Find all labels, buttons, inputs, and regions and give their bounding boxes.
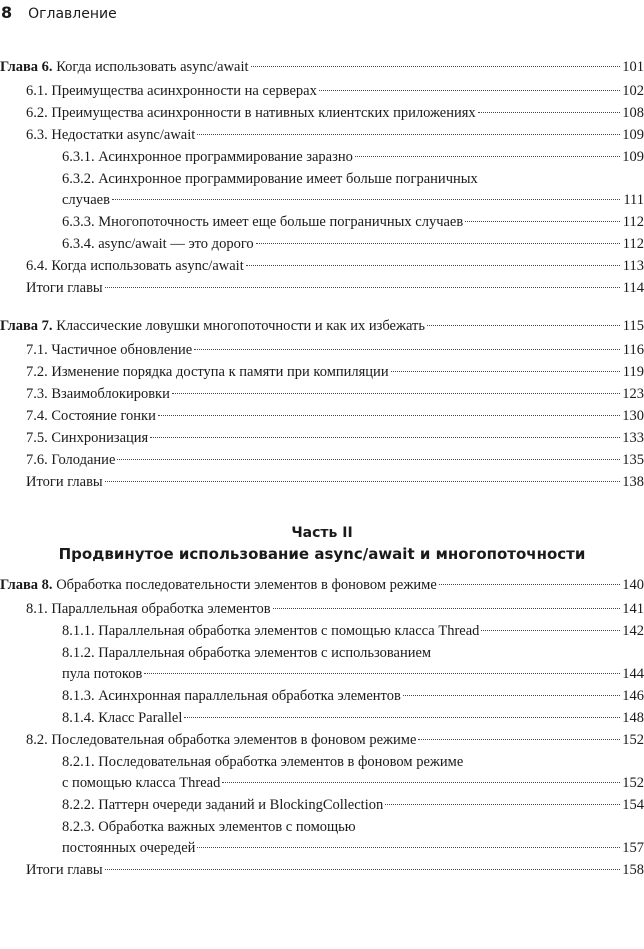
page-ref: 109: [622, 127, 644, 143]
toc-entry-8-2-2[interactable]: [62, 795, 644, 816]
page-ref: 148: [622, 710, 644, 726]
chapter-label: Глава 8.: [0, 577, 53, 593]
page-ref: 138: [622, 474, 644, 490]
entry-title: 6.3.3. Многопоточность имеет еще больше пограничных случаев: [62, 214, 464, 230]
toc-chapter-8[interactable]: [0, 575, 644, 596]
entry-title-line1: 8.2.3. Обработка важных элементов с помощью: [62, 819, 356, 835]
page-ref: 123: [622, 386, 644, 402]
toc-entry-7-2[interactable]: [26, 362, 644, 383]
toc-entry-8-2-3[interactable]: [62, 817, 644, 859]
page-ref: 142: [622, 623, 644, 639]
dot-leader: [172, 393, 620, 394]
dot-leader: [194, 349, 620, 350]
page-ref: 157: [622, 840, 644, 856]
entry-title: 7.5. Синхронизация: [26, 430, 149, 446]
entry-title-line1: 8.2.1. Последовательная обработка элементов в фоновом режиме: [62, 754, 464, 770]
part-title: Продвинутое использование async/await и многопоточности: [58, 545, 586, 563]
toc-entry-6-3-4[interactable]: [62, 234, 644, 255]
toc-entry-8-1-2[interactable]: [62, 643, 644, 685]
entry-title: 7.1. Частичное обновление: [26, 342, 193, 358]
dot-leader: [465, 221, 620, 222]
toc-entry-8-1-1[interactable]: [62, 621, 644, 642]
entry-title: Итоги главы: [26, 862, 103, 878]
toc-entry-8-summary[interactable]: [26, 860, 644, 881]
page-ref: 114: [622, 280, 644, 296]
entry-title: 7.6. Голодание: [26, 452, 116, 468]
entry-title: 6.2. Преимущества асинхронности в нативных клиентских приложениях: [26, 105, 476, 121]
page-ref: 141: [622, 601, 644, 617]
toc-entry-7-6[interactable]: [26, 450, 644, 471]
entry-title: 8.1.1. Параллельная обработка элементов с помощью класса Thread: [62, 623, 480, 639]
entry-title: 8.2. Последовательная обработка элементов в фоновом режиме: [26, 732, 417, 748]
dot-leader: [150, 437, 620, 438]
dot-leader: [478, 112, 620, 113]
dot-leader: [481, 630, 620, 631]
page-number: 8: [1, 3, 13, 22]
chapter-title: Обработка последовательности элементов в фоновом режиме: [56, 577, 437, 593]
page-ref: 115: [622, 318, 644, 334]
table-of-contents: [0, 57, 644, 881]
toc-entry-8-1-3[interactable]: [62, 686, 644, 707]
entry-title: 8.1. Параллельная обработка элементов: [26, 601, 271, 617]
toc-entry-8-2-1[interactable]: [62, 752, 644, 794]
toc-entry-6-1[interactable]: [26, 81, 644, 102]
dot-leader: [256, 243, 620, 244]
entry-title: постоянных очередей: [62, 840, 196, 856]
dot-leader: [158, 415, 620, 416]
page-ref: 112: [622, 214, 644, 230]
page-ref: 152: [622, 732, 644, 748]
page-ref: 133: [622, 430, 644, 446]
entry-title: 6.1. Преимущества асинхронности на серверах: [26, 83, 317, 99]
page-ref: 119: [622, 364, 644, 380]
dot-leader: [418, 739, 620, 740]
part-heading: [0, 523, 644, 565]
dot-leader: [439, 584, 620, 585]
entry-title-line1: 8.1.2. Параллельная обработка элементов с использованием: [62, 645, 432, 661]
entry-title: Итоги главы: [26, 280, 103, 296]
running-title: Оглавление: [28, 6, 117, 22]
toc-entry-6-2[interactable]: [26, 103, 644, 124]
page-header: [0, 0, 117, 26]
dot-leader: [385, 804, 620, 805]
entry-title: пула потоков: [62, 666, 143, 682]
entry-title: 7.3. Взаимоблокировки: [26, 386, 170, 402]
toc-chapter-7[interactable]: [0, 316, 644, 337]
chapter-title: Классические ловушки многопоточности и как их избежать: [56, 318, 426, 334]
entry-title-line1: 6.3.2. Асинхронное программирование имеет больше пограничных: [62, 171, 478, 187]
dot-leader: [355, 156, 620, 157]
chapter-label: Глава 6.: [0, 59, 53, 75]
entry-title: 7.2. Изменение порядка доступа к памяти при компиляции: [26, 364, 389, 380]
page-ref: 113: [622, 258, 644, 274]
page-ref: 146: [622, 688, 644, 704]
toc-entry-6-3-1[interactable]: [62, 147, 644, 168]
page-ref: 112: [622, 236, 644, 252]
toc-chapter-6[interactable]: [0, 57, 644, 78]
entry-title: 7.4. Состояние гонки: [26, 408, 156, 424]
page-ref: 135: [622, 452, 644, 468]
toc-entry-6-3[interactable]: [26, 125, 644, 146]
toc-entry-7-3[interactable]: [26, 384, 644, 405]
dot-leader: [391, 371, 620, 372]
toc-entry-7-4[interactable]: [26, 406, 644, 427]
dot-leader: [273, 608, 620, 609]
chapter-label: Глава 7.: [0, 318, 53, 334]
page-ref: 111: [623, 192, 644, 208]
entry-title: случаев: [62, 192, 110, 208]
entry-title: 6.3. Недостатки async/await: [26, 127, 196, 143]
page-ref: 102: [622, 83, 644, 99]
toc-entry-6-3-2[interactable]: [62, 169, 644, 211]
entry-title: Итоги главы: [26, 474, 103, 490]
dot-leader: [403, 695, 620, 696]
page-ref: 158: [622, 862, 644, 878]
entry-title: 6.3.4. async/await — это дорого: [62, 236, 254, 252]
dot-leader: [197, 134, 620, 135]
dot-leader: [251, 66, 620, 67]
page-ref: 109: [622, 149, 644, 165]
dot-leader: [184, 717, 620, 718]
entry-title: 8.1.4. Класс Parallel: [62, 710, 183, 726]
page-ref: 140: [622, 577, 644, 593]
page-ref: 144: [622, 666, 644, 682]
dot-leader: [105, 481, 620, 482]
dot-leader: [144, 673, 620, 674]
toc-entry-6-3-3[interactable]: [62, 212, 644, 233]
page-ref: 108: [622, 105, 644, 121]
toc-entry-6-4[interactable]: [26, 256, 644, 277]
toc-entry-8-1-4[interactable]: [62, 708, 644, 729]
dot-leader: [112, 199, 620, 200]
page-ref: 116: [622, 342, 644, 358]
dot-leader: [319, 90, 620, 91]
toc-entry-6-summary[interactable]: [26, 278, 644, 299]
dot-leader: [105, 287, 620, 288]
page-ref: 152: [622, 775, 644, 791]
dot-leader: [222, 782, 620, 783]
entry-title: 6.3.1. Асинхронное программирование заразно: [62, 149, 353, 165]
entry-title: с помощью класса Thread: [62, 775, 221, 791]
toc-entry-7-5[interactable]: [26, 428, 644, 449]
page-ref: 130: [622, 408, 644, 424]
entry-title: 8.1.3. Асинхронная параллельная обработка элементов: [62, 688, 401, 704]
entry-title: 6.4. Когда использовать async/await: [26, 258, 244, 274]
toc-entry-7-summary[interactable]: [26, 472, 644, 493]
page-ref: 154: [622, 797, 644, 813]
toc-entry-8-1[interactable]: [26, 599, 644, 620]
dot-leader: [427, 325, 620, 326]
page-ref: 101: [622, 59, 644, 75]
dot-leader: [197, 847, 620, 848]
toc-entry-7-1[interactable]: [26, 340, 644, 361]
toc-entry-8-2[interactable]: [26, 730, 644, 751]
dot-leader: [117, 459, 620, 460]
dot-leader: [105, 869, 620, 870]
dot-leader: [246, 265, 620, 266]
part-label: Часть II: [291, 525, 353, 541]
entry-title: 8.2.2. Паттерн очереди заданий и BlockingCollection: [62, 797, 384, 813]
chapter-title: Когда использовать async/await: [56, 59, 249, 75]
